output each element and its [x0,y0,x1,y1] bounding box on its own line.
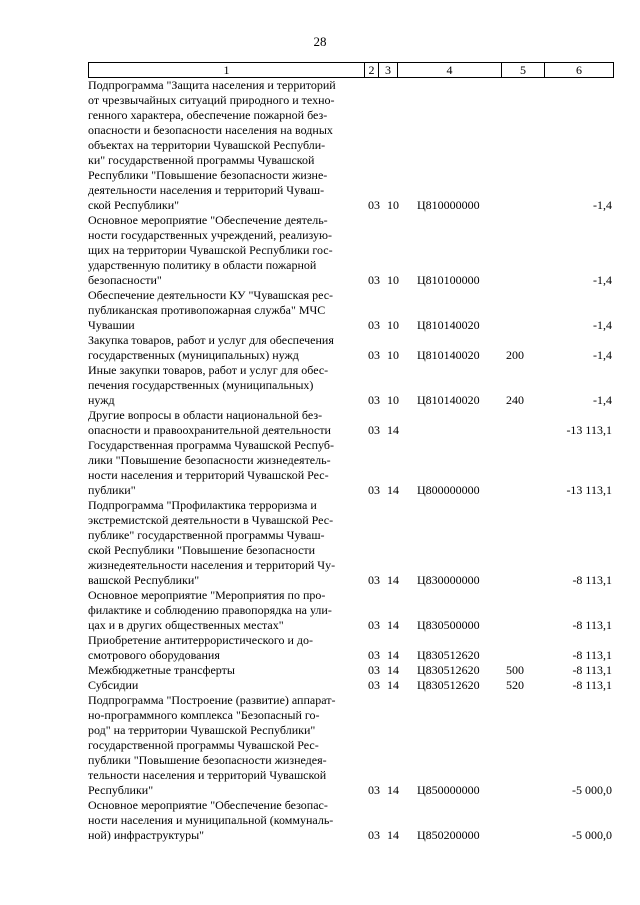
row-amount: -1,4 [593,318,612,332]
row-name [88,678,364,693]
row-name-line: ки" государственной программы Чувашской [88,153,315,167]
row-name-line: Государственная программа Чувашской Респуб- [88,438,334,452]
row-name-line: тельности населения и территорий Чувашской [88,768,327,782]
row-target-code: Ц830000000 [417,573,480,587]
row-name-line: государственной программы Чувашской Рес- [88,738,319,752]
table-row [88,693,612,798]
table-row [88,213,612,288]
row-name-line: жизнедеятельности населения и территорий Чу- [88,558,336,572]
row-name-line: нужд [88,393,115,407]
row-name-line: Подпрограмма "Профилактика терроризма и [88,498,317,512]
row-name-line: Закупка товаров, работ и услуг для обеспечения [88,333,334,347]
row-expense-type: 240 [506,393,524,407]
row-name-line: смотрового оборудования [88,648,220,662]
row-name [88,693,364,798]
table-header [88,62,614,78]
row-section: 03 [368,348,380,362]
table-row [88,78,612,213]
row-name [88,663,364,678]
row-name-line: лики "Повышение безопасности жизнедеятель- [88,453,331,467]
row-name-line: род" на территории Чувашской Республики" [88,723,316,737]
row-name-line: публике" государственной программы Чуваш- [88,528,325,542]
row-target-code: Ц810140020 [417,348,480,362]
row-name-line: Другие вопросы в области национальной без- [88,408,323,422]
row-section: 03 [368,618,380,632]
table-row [88,408,612,438]
header-col-5: 5 [502,63,545,77]
row-name-line: публики" [88,483,136,497]
row-name-line: объектах на территории Чувашской Республи- [88,138,326,152]
header-col-2: 2 [365,63,379,77]
row-name-line: опасности и правоохранительной деятельности [88,423,331,437]
row-name-line: Чувашии [88,318,135,332]
row-name [88,363,364,408]
row-name-line: Подпрограмма "Защита населения и территорий [88,78,336,92]
row-section: 03 [368,423,380,437]
row-target-code: Ц850200000 [417,828,480,842]
row-name-line: но-программного комплекса "Безопасный го- [88,708,320,722]
table-row [88,363,612,408]
row-name-line: Основное мероприятие "Обеспечение безопас- [88,798,328,812]
header-col-1: 1 [89,63,365,77]
row-name [88,288,364,333]
row-target-code: Ц830512620 [417,648,480,662]
row-name-line: Республики "Повышение безопасности жизне- [88,168,328,182]
row-name-line: опасности и безопасности населения на водных [88,123,333,137]
row-name-line: публики "Повышение безопасности жизнедея- [88,753,327,767]
table-row [88,678,612,693]
row-name-line: вашской Республики" [88,573,200,587]
row-subsection: 14 [387,648,399,662]
row-name-line: Основное мероприятие "Обеспечение деятель- [88,213,328,227]
row-section: 03 [368,273,380,287]
row-amount: -8 113,1 [572,648,612,662]
row-name-line: ской Республики" [88,198,180,212]
row-subsection: 14 [387,483,399,497]
row-target-code: Ц800000000 [417,483,480,497]
row-target-code: Ц850000000 [417,783,480,797]
row-name [88,78,364,213]
row-subsection: 10 [387,318,399,332]
table-row [88,798,612,843]
row-name-line: филактике и соблюдению правопорядка на ули- [88,603,332,617]
row-section: 03 [368,573,380,587]
row-name-line: Субсидии [88,678,139,692]
row-name-line: Иные закупки товаров, работ и услуг для обес- [88,363,329,377]
row-name-line: ности государственных учреждений, реализую- [88,228,332,242]
row-amount: -5 000,0 [572,828,612,842]
row-subsection: 14 [387,828,399,842]
row-subsection: 10 [387,273,399,287]
row-name-line: экстремистской деятельности в Чувашской Рес- [88,513,334,527]
row-amount: -1,4 [593,198,612,212]
row-target-code: Ц810000000 [417,198,480,212]
row-name-line: ности населения и муниципальной (коммуналь- [88,813,334,827]
row-subsection: 14 [387,573,399,587]
row-section: 03 [368,678,380,692]
row-name-line: деятельности населения и территорий Чуваш- [88,183,325,197]
row-subsection: 14 [387,663,399,677]
table-row [88,663,612,678]
table-row [88,498,612,588]
row-amount: -13 113,1 [566,423,612,437]
row-subsection: 14 [387,618,399,632]
row-amount: -1,4 [593,393,612,407]
page-number: 28 [313,34,327,49]
row-name-line: ной) инфраструктуры" [88,828,205,842]
row-amount: -1,4 [593,273,612,287]
row-target-code: Ц810100000 [417,273,480,287]
row-name-line: ударственную политику в области пожарной [88,258,317,272]
row-name-line: Обеспечение деятельности КУ "Чувашская рес- [88,288,334,302]
row-name-line: Межбюджетные трансферты [88,663,235,677]
row-target-code: Ц830500000 [417,618,480,632]
header-col-4: 4 [398,63,502,77]
row-amount: -8 113,1 [572,678,612,692]
row-subsection: 14 [387,678,399,692]
row-section: 03 [368,648,380,662]
row-target-code: Ц810140020 [417,318,480,332]
row-name [88,498,364,588]
row-name-line: публиканская противопожарная служба" МЧС [88,303,326,317]
row-amount: -5 000,0 [572,783,612,797]
table-row [88,333,612,363]
row-subsection: 10 [387,348,399,362]
row-target-code: Ц830512620 [417,663,480,677]
row-name-line: Основное мероприятие "Мероприятия по про- [88,588,326,602]
row-section: 03 [368,483,380,497]
row-amount: -8 113,1 [572,618,612,632]
table-row [88,438,612,498]
row-amount: -8 113,1 [572,663,612,677]
row-amount: -8 113,1 [572,573,612,587]
table-row [88,633,612,663]
row-section: 03 [368,663,380,677]
row-name-line: печения государственных (муниципальных) [88,378,314,392]
row-name [88,633,364,663]
row-subsection: 10 [387,198,399,212]
row-name-line: генного характера, обеспечение пожарной без- [88,108,328,122]
row-name-line: ской Республики "Повышение безопасности [88,543,316,557]
row-name-line: Подпрограмма "Построение (развитие) аппарат- [88,693,336,707]
row-name-line: ности населения и территорий Чувашской Рес- [88,468,329,482]
row-name [88,333,364,363]
row-name-line: цах и в других общественных местах" [88,618,284,632]
header-col-6: 6 [576,63,582,77]
row-name-line: Республики" [88,783,154,797]
row-section: 03 [368,783,380,797]
row-name [88,438,364,498]
row-amount: -1,4 [593,348,612,362]
row-expense-type: 520 [506,678,524,692]
row-expense-type: 200 [506,348,524,362]
row-name [88,798,364,843]
table-row [88,288,612,333]
row-target-code: Ц810140020 [417,393,480,407]
row-section: 03 [368,828,380,842]
row-subsection: 14 [387,783,399,797]
row-subsection: 10 [387,393,399,407]
row-section: 03 [368,393,380,407]
header-col-3: 3 [379,63,398,77]
row-name-line: щих на территории Чувашской Республики гос- [88,243,333,257]
row-subsection: 14 [387,423,399,437]
table-body [88,78,612,843]
row-name [88,588,364,633]
row-expense-type: 500 [506,663,524,677]
table-row [88,588,612,633]
row-name [88,408,364,438]
row-name-line: от чрезвычайных ситуаций природного и техно- [88,93,335,107]
row-section: 03 [368,198,380,212]
row-section: 03 [368,318,380,332]
row-name-line: государственных (муниципальных) нужд [88,348,299,362]
row-amount: -13 113,1 [566,483,612,497]
row-target-code: Ц830512620 [417,678,480,692]
row-name-line: безопасности" [88,273,162,287]
row-name [88,213,364,288]
row-name-line: Приобретение антитеррористического и до- [88,633,314,647]
